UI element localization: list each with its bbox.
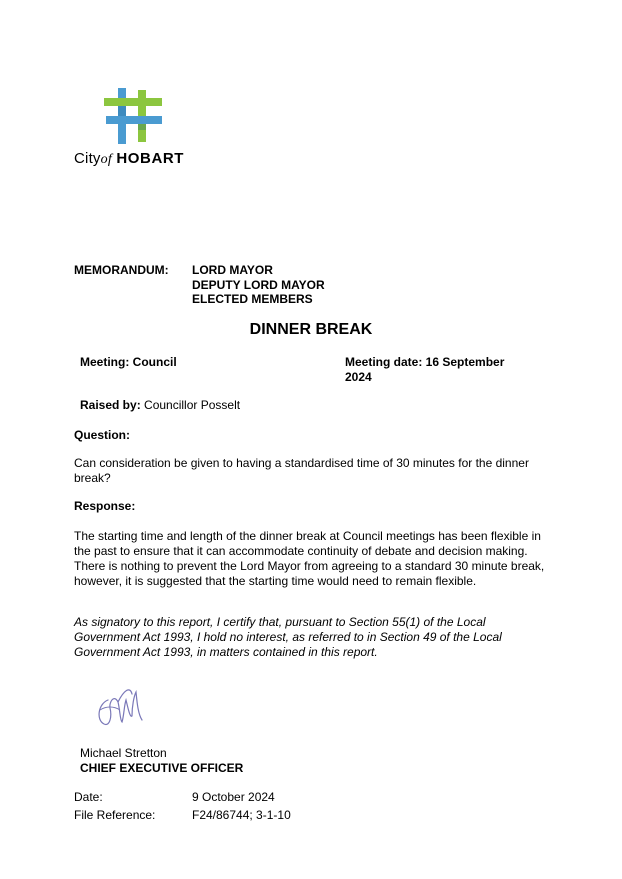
date-value: 9 October 2024 xyxy=(192,790,275,804)
meeting-date-line: 2024 xyxy=(345,370,372,384)
logo-of: of xyxy=(100,152,112,167)
signature-icon xyxy=(94,680,154,730)
recipient: DEPUTY LORD MAYOR xyxy=(192,277,325,292)
file-reference-label: File Reference: xyxy=(74,808,156,822)
logo-city: City xyxy=(74,150,101,167)
logo-hobart: HOBART xyxy=(116,150,185,167)
certification-statement: As signatory to this report, I certify that, pursuant to Section 55(1) of the Local Government Act 1993, I hold no interest, as referred to in Section 49 of the Local Government Act 1993, in matters contained in this report. xyxy=(74,615,502,659)
document-title: DINNER BREAK xyxy=(249,321,373,338)
date-label: Date: xyxy=(74,790,103,804)
signatory-title: CHIEF EXECUTIVE OFFICER xyxy=(80,761,244,775)
raised-by-label: Raised by: xyxy=(80,398,141,412)
response-heading: Response: xyxy=(74,499,136,513)
memo-label: MEMORANDUM: xyxy=(74,263,169,277)
question-text: Can consideration be given to having a standardised time of 30 minutes for the dinner break? xyxy=(74,456,529,485)
meeting-label: Meeting: Council xyxy=(80,355,177,369)
memo-recipients xyxy=(192,263,325,307)
question-heading: Question: xyxy=(74,428,130,442)
raised-by xyxy=(80,398,240,412)
file-reference-value: F24/86744; 3-1-10 xyxy=(192,808,291,822)
raised-by-value: Councillor Posselt xyxy=(144,398,241,412)
logo-wordmark xyxy=(74,150,184,168)
meeting-date-line: Meeting date: 16 September xyxy=(345,355,505,369)
signatory-name: Michael Stretton xyxy=(80,746,167,760)
recipient: ELECTED MEMBERS xyxy=(192,292,313,306)
meeting-date xyxy=(345,355,545,385)
recipient: LORD MAYOR xyxy=(192,263,273,277)
response-text: The starting time and length of the dinner break at Council meetings has been flexible in the past to ensure that it can accommodate continuity of debate and decision making. There is nothing to prevent the Lord Mayor from agreeing to a standard 30 minute break, however, it is suggested that the starting time would need to remain flexible. xyxy=(74,529,545,588)
city-of-hobart-logo-icon xyxy=(104,88,164,144)
